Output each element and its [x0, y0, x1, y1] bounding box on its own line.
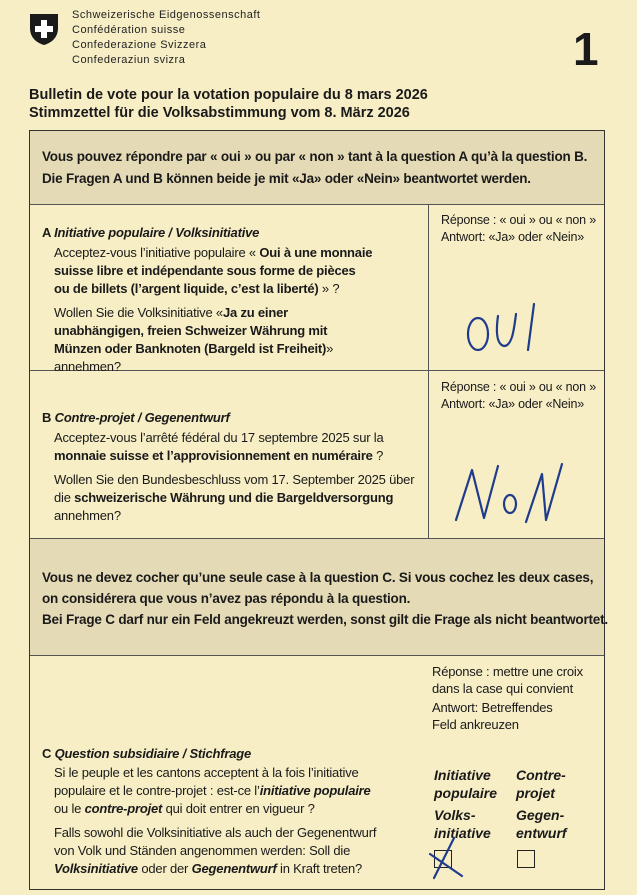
- authority-names: [72, 8, 260, 68]
- text-bold: Volksinitiative: [54, 861, 138, 876]
- notice-fr-line: on considérera que vous n’avez pas répondu à la question.: [42, 591, 411, 606]
- ballot-title: [29, 86, 428, 122]
- question-a-heading: [42, 224, 259, 242]
- question-c-title: Question subsidiaire / Stichfrage: [54, 746, 252, 761]
- text: Wollen Sie die Volksinitiative «: [54, 305, 223, 320]
- answer-label-fr: dans la case qui convient: [432, 681, 573, 696]
- answer-label-de: Feld ankreuzen: [432, 717, 519, 732]
- option-label-line: projet: [516, 785, 555, 801]
- text-bold: contre-projet: [84, 801, 163, 816]
- option-initiative-label: [434, 766, 497, 842]
- answer-label-de: Antwort: «Ja» oder «Nein»: [441, 230, 585, 244]
- option-label-line: entwurf: [516, 825, 567, 841]
- question-c-fr: [54, 764, 374, 818]
- notice-c-text: [42, 567, 608, 630]
- question-b-fr: [54, 429, 399, 465]
- authority-line: Confederaziun svizra: [72, 54, 186, 66]
- option-counterproject-label: [516, 766, 567, 842]
- answer-label-de: Antwort: Betreffendes: [432, 700, 553, 715]
- text: Wollen Sie den Bundesbeschluss vom 17. September 2025 über die: [54, 472, 415, 505]
- handwritten-non-answer[interactable]: [450, 460, 570, 526]
- text: Falls sowohl die Volksinitiative als auch der Gegenentwurf von Volk und Ständen angenommen werden: Soll die: [54, 825, 377, 858]
- text: » ?: [318, 281, 340, 296]
- text: Acceptez-vous l’arrêté fédéral du 17 septembre 2025 sur la: [54, 430, 384, 445]
- text-bold: Ja zu einer unabhängigen, freien Schweizer Währung mit Münzen oder Banknoten (Bargeld ist Freiheit): [54, 305, 328, 356]
- text: in Kraft treten?: [276, 861, 363, 876]
- text-bold: schweizerische Währung und die Bargeldversorgung: [74, 490, 394, 505]
- text-bold: initiative populaire: [259, 783, 371, 798]
- text: ?: [372, 448, 384, 463]
- text: Acceptez-vous l’initiative populaire «: [54, 245, 260, 260]
- answer-label-fr: Réponse : « oui » ou « non »: [441, 213, 596, 227]
- option-label-line: Gegen-: [516, 807, 565, 823]
- intro-fr: Vous pouvez répondre par « oui » ou par « non » tant à la question A qu’à la question B.: [42, 149, 588, 164]
- question-b-title: Contre-projet / Gegenentwurf: [54, 410, 230, 425]
- swiss-cross-icon: [27, 12, 61, 46]
- text: Si le peuple et les cantons acceptent à la fois l’initiative populaire et le contre-projet : est-ce l’: [54, 765, 359, 798]
- text-bold: Gegenentwurf: [191, 861, 277, 876]
- question-a-answer-label: [441, 212, 596, 246]
- text: oder der: [137, 861, 192, 876]
- checkbox-counterproject[interactable]: [517, 850, 535, 868]
- divider: [30, 538, 604, 539]
- authority-line: Schweizerische Eidgenossenschaft: [72, 9, 261, 21]
- authority-line: Confederazione Svizzera: [72, 39, 207, 51]
- ballot-number: 1: [573, 23, 599, 75]
- text: » annehmen?: [54, 341, 334, 374]
- question-b-heading: [42, 409, 230, 427]
- option-label-line: Contre-: [516, 767, 566, 783]
- handwritten-oui-answer[interactable]: [462, 300, 552, 360]
- option-label-line: Initiative: [434, 767, 491, 783]
- question-a-de: [54, 304, 374, 376]
- divider: [30, 204, 604, 205]
- question-c-answer-label: [432, 663, 583, 733]
- question-b-de: [54, 471, 419, 525]
- handwritten-cross-icon: [424, 834, 468, 880]
- intro-de: Die Fragen A und B können beide je mit «Ja» oder «Nein» beantwortet werden.: [42, 171, 531, 186]
- title-de: Stimmzettel für die Volksabstimmung vom 8. März 2026: [29, 105, 410, 121]
- notice-fr-line: Vous ne devez cocher qu’une seule case à la question C. Si vous cochez les deux cases,: [42, 570, 594, 585]
- question-a-fr: [54, 244, 374, 298]
- answer-label-fr: Réponse : mettre une croix: [432, 664, 583, 679]
- text-bold: Oui à une monnaie suisse libre et indépendante sous forme de pièces ou de billets (l’argent liquide, c’est la liberté): [54, 245, 373, 296]
- answer-label-fr: Réponse : « oui » ou « non »: [441, 380, 596, 394]
- authority-line: Confédération suisse: [72, 24, 186, 36]
- text: annehmen?: [54, 508, 121, 523]
- option-label-line: Volks-: [434, 807, 476, 823]
- option-label-line: populaire: [434, 785, 498, 801]
- question-a-title: Initiative populaire / Volksinitiative: [54, 225, 260, 240]
- text: ou le: [54, 801, 85, 816]
- divider: [428, 204, 429, 370]
- question-c-de: [54, 824, 389, 878]
- text: qui doit entrer en vigueur ?: [162, 801, 315, 816]
- notice-de: Bei Frage C darf nur ein Feld angekreuzt werden, sonst gilt die Frage als nicht beantwortet.: [42, 612, 608, 627]
- divider: [30, 655, 604, 656]
- question-c-letter: C: [42, 746, 52, 761]
- question-c-heading: [42, 745, 251, 763]
- question-a-letter: A: [42, 225, 51, 240]
- option-label-line: initiative: [434, 825, 491, 841]
- intro-text: [42, 146, 587, 190]
- question-b-letter: B: [42, 410, 52, 425]
- text-bold: monnaie suisse et l’approvisionnement en numéraire: [54, 448, 373, 463]
- question-b-answer-label: [441, 379, 596, 413]
- title-fr: Bulletin de vote pour la votation populaire du 8 mars 2026: [29, 87, 428, 103]
- answer-label-de: Antwort: «Ja» oder «Nein»: [441, 397, 585, 411]
- divider: [428, 370, 429, 538]
